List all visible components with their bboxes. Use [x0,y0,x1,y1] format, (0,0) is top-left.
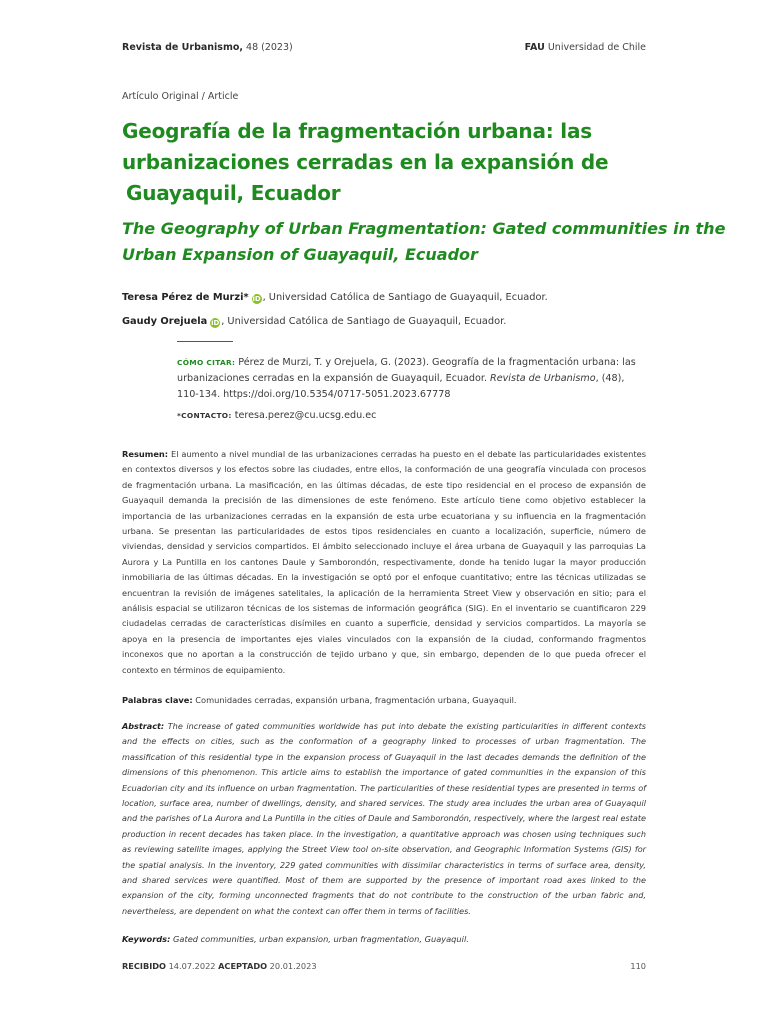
orcid-icon[interactable]: iD [252,295,261,303]
author-name: Gaudy Orejuela [122,316,208,327]
abstract-english-text: The increase of gated communities worldwide has put into debate the existing particularities in different contexts and the effects on cities, such as the conformation of a geography linked to processes of urban fragmentation. The massification of this residential type in the expansion process of Guayaquil in the last decades demands the definition of the dimensions of this phenomenon. This article aims to establish the importance of gated communities in the expansion of this Ecuadorian city and its influence on urban fragmentation. The particularities of these residential types are presented in terms of location, surface area, number of dwellings, density, and shared services. The study area includes the urban area of Guayaquil and the parishes of La Aurora and La Puntilla in the cities of Daule and Samborondón, respectively, where the largest real estate production in recent decades has taken place. In the investigation, a quantitative approach was chosen using techniques such as reviewing satellite images, applying the Street View tool on-site observation, and Geographic Information Systems (GIS) for the spatial analysis. In the inventory, 229 gated communities with dissimilar characteristics in terms of surface area, density, and shared services were quantified. Most of them are supported by the presence of important road axes linked to the expansion of the city, forming unconnected fragments that do not contribute to the construction of the urban fabric and, nevertheless, are dependent on what the context can offer them in terms of facilities. [122,721,646,916]
keywords-spanish-text: Comunidades cerradas, expansión urbana, fragmentación urbana, Guayaquil. [192,695,517,705]
abstract-spanish [122,447,646,678]
abstract-english [122,719,646,919]
contact-label: *CONTACTO: [177,411,232,420]
citation-block [177,355,647,403]
title-english [122,216,726,268]
citation-journal: Revista de Urbanismo [490,373,596,384]
author-affiliation: , Universidad Católica de Santiago de Guayaquil, Ecuador. [221,316,507,327]
article-type: Artículo Original / Article [122,91,239,102]
title-spanish-line: Geografía de la fragmentación urbana: las [122,119,592,143]
section-divider [177,341,233,342]
citation-label: CÓMO CITAR: [177,358,236,367]
journal-name: Revista de Urbanismo, [122,42,243,53]
title-english-line: The Geography of Urban Fragmentation: Gated communities in the [122,219,726,238]
citation-text: Pérez de Murzi, T. y Orejuela, G. (2023). Geografía de la fragmentación urbana: las urbanizaciones cerradas en la expansión de Guayaquil, Ecuador. [177,357,636,384]
abstract-english-label: Abstract: [122,721,165,731]
title-spanish [122,116,642,209]
keywords-spanish-label: Palabras clave: [122,695,193,705]
accepted-label: ACEPTADO [218,961,268,971]
author-entry [122,292,548,304]
abstract-spanish-text: El aumento a nivel mundial de las urbanizaciones cerradas ha puesto en el debate las particularidades existentes en contextos diversos y los efectos sobre las ciudades, entre ellos, la conformación de una geografía vinculada con procesos de fragmentación urbana. La masificación, en las últimas décadas, de este tipo residencial en el proceso de expansión de Guayaquil demanda la precisión de las dimensiones de este fenómeno. Este artículo tiene como objetivo establecer la importancia de las urbanizaciones cerradas en la expansión de esta urbe ecuatoriana y su influencia en la fragmentación urbana. Se presentan las particularidades de estos tipos residenciales en cuanto a localización, superficie, número de viviendas, densidad y servicios compartidos. El ámbito seleccionado incluye el área urbana de Guayaquil y las parroquias La Aurora y La Puntilla en los cantones Daule y Samborondón, respectivamente, donde ha tenido lugar la mayor producción inmobiliaria de las últimas décadas. En la investigación se optó por el enfoque cuantitativo; entre las técnicas utilizadas se encuentran la revisión de imágenes satelitales, la aplicación de la herramienta Street View y observación en sitio; para el análisis espacial se utilizaron técnicas de los sistemas de información geográfica (SIG). En el inventario se cuantificaron 229 ciudadelas cerradas de características disímiles en cuanto a superficie, densidad y servicios compartidos. La mayoría se apoya en la presencia de importantes ejes viales vinculados con la expansión de la ciudad, conformando fragmentos inconexos que no aportan a la construcción de tejido urbano y que, sin embargo, dependen de lo que pueda ofrecer el contexto en términos de equipamiento. [122,449,646,675]
citation-doi[interactable]: , (48), 110-134. https://doi.org/10.5354/0717-5051.2023.67778 [177,373,625,400]
journal-issue: 48 (2023) [243,42,293,53]
author-entry [122,316,506,328]
faculty-name: FAU [524,42,545,53]
author-name: Teresa Pérez de Murzi* [122,292,249,303]
keywords-english-label: Keywords: [122,934,171,944]
contact-email[interactable]: teresa.perez@cu.ucsg.edu.ec [231,410,377,421]
accepted-date: 20.01.2023 [267,961,317,971]
orcid-icon[interactable]: iD [211,319,220,327]
dates-info [122,961,317,971]
received-date: 14.07.2022 [166,961,219,971]
page-number: 110 [630,961,646,971]
keywords-english-text: Gated communities, urban expansion, urban fragmentation, Guayaquil. [170,934,469,944]
title-english-line: Urban Expansion of Guayaquil, Ecuador [122,245,478,264]
keywords-english [122,934,646,944]
author-affiliation: , Universidad Católica de Santiago de Guayaquil, Ecuador. [262,292,548,303]
keywords-spanish [122,695,646,705]
title-spanish-line: Guayaquil, Ecuador [126,181,341,205]
abstract-spanish-label: Resumen: [122,449,169,459]
contact-block [177,410,376,421]
university-name: Universidad de Chile [544,42,646,53]
title-spanish-line: urbanizaciones cerradas en la expansión de [122,150,609,174]
received-label: RECIBIDO [122,961,166,971]
institution-info [525,42,646,53]
journal-info [122,42,293,53]
